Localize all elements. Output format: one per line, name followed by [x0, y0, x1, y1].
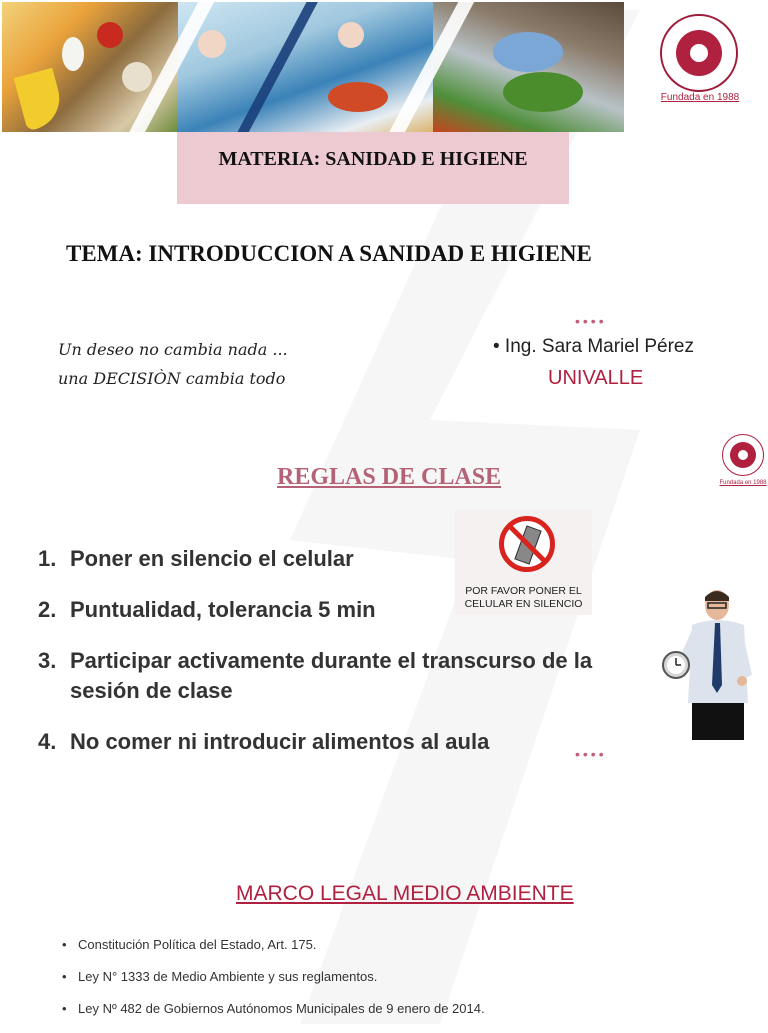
institution-name: UNIVALLE: [548, 367, 644, 389]
teacher-name: • Ing. Sara Mariel Pérez: [493, 336, 694, 357]
man-with-clock-illustration: [662, 585, 754, 740]
rule-item: 4. No comer ni introducir alimentos al aula: [38, 729, 490, 754]
quote-line-2: una DECISIÒN cambia todo: [58, 369, 286, 388]
legal-item: • Constitución Política del Estado, Art. 175.: [62, 937, 662, 953]
subject-title: MATERIA: SANIDAD E HIGIENE: [218, 148, 528, 170]
university-logo: [660, 14, 738, 92]
rule-item: 1. Poner en silencio el celular: [38, 546, 354, 571]
header-banner-image: [2, 2, 624, 132]
legal-item: • Ley Nº 482 de Gobiernos Autónomos Municipales de 9 enero de 2014.: [62, 1001, 662, 1017]
university-logo-small: [722, 434, 764, 476]
legal-item: • Ley N° 1333 de Medio Ambiente y sus reglamentos.: [62, 969, 662, 985]
legal-framework-title: MARCO LEGAL MEDIO AMBIENTE: [236, 882, 574, 905]
phone-notice-line-2: CELULAR EN SILENCIO: [464, 598, 583, 610]
silence-phone-notice: [455, 510, 592, 615]
legal-list: [62, 937, 662, 1033]
rule-item: 3. Participar activamente durante el transcurso de la sesión de clase: [38, 648, 593, 703]
no-phone-icon: [499, 516, 555, 572]
rule-item: 2. Puntualidad, tolerancia 5 min: [38, 597, 376, 622]
logo-caption: Fundada en 1988: [660, 92, 740, 103]
rules-title: REGLAS DE CLASE: [277, 464, 502, 490]
logo-caption-small: Fundada en 1988: [719, 480, 767, 486]
decorative-dots-bottom: ••••: [575, 746, 607, 762]
decorative-dots: ••••: [575, 313, 607, 329]
topic-title: TEMA: INTRODUCCION A SANIDAD E HIGIENE: [66, 241, 592, 266]
phone-notice-line-1: POR FAVOR PONER EL: [465, 585, 582, 597]
quote-line-1: Un deseo no cambia nada ...: [58, 340, 288, 359]
